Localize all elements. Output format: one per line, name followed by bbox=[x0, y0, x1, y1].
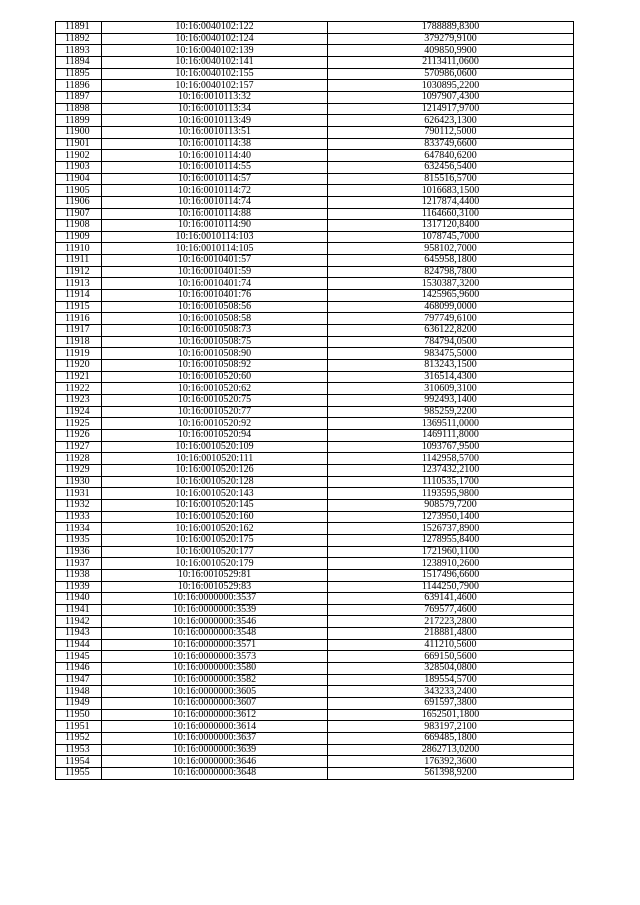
table-row bbox=[56, 325, 574, 337]
table-row bbox=[56, 231, 574, 243]
cadastral-number: 10:16:0000000:3637 bbox=[102, 733, 328, 745]
cadastral-number: 10:16:0010520:145 bbox=[102, 499, 328, 511]
row-number: 11954 bbox=[56, 756, 102, 768]
table-row bbox=[56, 161, 574, 173]
cadastral-value: 561398,9200 bbox=[328, 768, 574, 780]
cadastral-value: 636122,8200 bbox=[328, 325, 574, 337]
cadastral-number: 10:16:0010520:175 bbox=[102, 534, 328, 546]
table-row bbox=[56, 383, 574, 395]
table-row bbox=[56, 336, 574, 348]
cadastral-value: 310609,3100 bbox=[328, 383, 574, 395]
cadastral-number: 10:16:0000000:3607 bbox=[102, 698, 328, 710]
cadastral-value: 669150,5600 bbox=[328, 651, 574, 663]
row-number: 11948 bbox=[56, 686, 102, 698]
row-number: 11941 bbox=[56, 604, 102, 616]
table-row bbox=[56, 569, 574, 581]
cadastral-number: 10:16:0000000:3612 bbox=[102, 709, 328, 721]
table-row bbox=[56, 243, 574, 255]
row-number: 11955 bbox=[56, 768, 102, 780]
cadastral-value: 1721960,1100 bbox=[328, 546, 574, 558]
table-row bbox=[56, 371, 574, 383]
table-row bbox=[56, 126, 574, 138]
table-row bbox=[56, 616, 574, 628]
cadastral-number: 10:16:0010114:74 bbox=[102, 196, 328, 208]
table-row bbox=[56, 301, 574, 313]
table-row bbox=[56, 173, 574, 185]
cadastral-number: 10:16:0000000:3539 bbox=[102, 604, 328, 616]
row-number: 11911 bbox=[56, 255, 102, 267]
cadastral-value: 639141,4600 bbox=[328, 593, 574, 605]
cadastral-value: 176392,3600 bbox=[328, 756, 574, 768]
row-number: 11903 bbox=[56, 161, 102, 173]
cadastral-value: 1078745,7000 bbox=[328, 231, 574, 243]
table-row bbox=[56, 651, 574, 663]
cadastral-value: 790112,5000 bbox=[328, 126, 574, 138]
row-number: 11950 bbox=[56, 709, 102, 721]
cadastral-value: 1237432,2100 bbox=[328, 464, 574, 476]
row-number: 11902 bbox=[56, 150, 102, 162]
table-body bbox=[56, 22, 574, 780]
cadastral-value: 1193595,9800 bbox=[328, 488, 574, 500]
cadastral-value: 1317120,8400 bbox=[328, 220, 574, 232]
cadastral-value: 379279,9100 bbox=[328, 33, 574, 45]
row-number: 11923 bbox=[56, 395, 102, 407]
row-number: 11916 bbox=[56, 313, 102, 325]
cadastral-number: 10:16:0010529:81 bbox=[102, 569, 328, 581]
table-row bbox=[56, 91, 574, 103]
row-number: 11937 bbox=[56, 558, 102, 570]
cadastral-value: 1273950,1400 bbox=[328, 511, 574, 523]
cadastral-value: 669485,1800 bbox=[328, 733, 574, 745]
table-row bbox=[56, 360, 574, 372]
cadastral-number: 10:16:0010508:73 bbox=[102, 325, 328, 337]
table-row bbox=[56, 290, 574, 302]
cadastral-number: 10:16:0010114:57 bbox=[102, 173, 328, 185]
row-number: 11924 bbox=[56, 406, 102, 418]
table-row bbox=[56, 698, 574, 710]
cadastral-value: 983197,2100 bbox=[328, 721, 574, 733]
row-number: 11933 bbox=[56, 511, 102, 523]
cadastral-value: 632456,5400 bbox=[328, 161, 574, 173]
cadastral-number: 10:16:0000000:3646 bbox=[102, 756, 328, 768]
cadastral-number: 10:16:0010508:56 bbox=[102, 301, 328, 313]
cadastral-number: 10:16:0010401:74 bbox=[102, 278, 328, 290]
row-number: 11953 bbox=[56, 744, 102, 756]
cadastral-number: 10:16:0010113:32 bbox=[102, 91, 328, 103]
table-row bbox=[56, 441, 574, 453]
cadastral-number: 10:16:0000000:3648 bbox=[102, 768, 328, 780]
row-number: 11921 bbox=[56, 371, 102, 383]
table-row bbox=[56, 220, 574, 232]
cadastral-number: 10:16:0000000:3537 bbox=[102, 593, 328, 605]
cadastral-value: 1093767,9500 bbox=[328, 441, 574, 453]
table-row bbox=[56, 511, 574, 523]
table-row bbox=[56, 138, 574, 150]
cadastral-number: 10:16:0010520:179 bbox=[102, 558, 328, 570]
cadastral-value: 218881,4800 bbox=[328, 628, 574, 640]
cadastral-value: 1142958,5700 bbox=[328, 453, 574, 465]
table-row bbox=[56, 150, 574, 162]
row-number: 11942 bbox=[56, 616, 102, 628]
cadastral-value: 824798,7800 bbox=[328, 266, 574, 278]
cadastral-value: 1217874,4400 bbox=[328, 196, 574, 208]
cadastral-number: 10:16:0010520:92 bbox=[102, 418, 328, 430]
cadastral-value: 983475,5000 bbox=[328, 348, 574, 360]
row-number: 11894 bbox=[56, 56, 102, 68]
row-number: 11932 bbox=[56, 499, 102, 511]
table-row bbox=[56, 196, 574, 208]
table-row bbox=[56, 476, 574, 488]
table-row bbox=[56, 768, 574, 780]
cadastral-number: 10:16:0000000:3639 bbox=[102, 744, 328, 756]
row-number: 11922 bbox=[56, 383, 102, 395]
cadastral-value: 1530387,3200 bbox=[328, 278, 574, 290]
cadastral-number: 10:16:0010520:177 bbox=[102, 546, 328, 558]
row-number: 11905 bbox=[56, 185, 102, 197]
row-number: 11934 bbox=[56, 523, 102, 535]
cadastral-number: 10:16:0010508:58 bbox=[102, 313, 328, 325]
cadastral-number: 10:16:0010401:76 bbox=[102, 290, 328, 302]
table-row bbox=[56, 313, 574, 325]
row-number: 11920 bbox=[56, 360, 102, 372]
cadastral-number: 10:16:0040102:141 bbox=[102, 56, 328, 68]
table-row bbox=[56, 499, 574, 511]
table-row bbox=[56, 266, 574, 278]
cadastral-number: 10:16:0010114:90 bbox=[102, 220, 328, 232]
table-row bbox=[56, 639, 574, 651]
cadastral-number: 10:16:0000000:3605 bbox=[102, 686, 328, 698]
cadastral-value: 2113411,0600 bbox=[328, 56, 574, 68]
row-number: 11906 bbox=[56, 196, 102, 208]
row-number: 11952 bbox=[56, 733, 102, 745]
cadastral-value: 468099,0000 bbox=[328, 301, 574, 313]
cadastral-value: 1030895,2200 bbox=[328, 80, 574, 92]
row-number: 11895 bbox=[56, 68, 102, 80]
row-number: 11943 bbox=[56, 628, 102, 640]
row-number: 11925 bbox=[56, 418, 102, 430]
table-row bbox=[56, 33, 574, 45]
cadastral-value: 1110535,1700 bbox=[328, 476, 574, 488]
row-number: 11897 bbox=[56, 91, 102, 103]
table-row bbox=[56, 581, 574, 593]
cadastral-number: 10:16:0040102:122 bbox=[102, 22, 328, 34]
row-number: 11910 bbox=[56, 243, 102, 255]
table-row bbox=[56, 22, 574, 34]
row-number: 11930 bbox=[56, 476, 102, 488]
cadastral-number: 10:16:0010114:103 bbox=[102, 231, 328, 243]
cadastral-value: 1214917,9700 bbox=[328, 103, 574, 115]
cadastral-number: 10:16:0000000:3571 bbox=[102, 639, 328, 651]
table-row bbox=[56, 523, 574, 535]
table-row bbox=[56, 45, 574, 57]
table-row bbox=[56, 604, 574, 616]
row-number: 11908 bbox=[56, 220, 102, 232]
row-number: 11936 bbox=[56, 546, 102, 558]
cadastral-value: 343233,2400 bbox=[328, 686, 574, 698]
cadastral-number: 10:16:0010520:75 bbox=[102, 395, 328, 407]
row-number: 11931 bbox=[56, 488, 102, 500]
cadastral-value: 1369511,0000 bbox=[328, 418, 574, 430]
cadastral-number: 10:16:0010114:88 bbox=[102, 208, 328, 220]
row-number: 11951 bbox=[56, 721, 102, 733]
cadastral-value: 1016683,1500 bbox=[328, 185, 574, 197]
cadastral-number: 10:16:0010520:126 bbox=[102, 464, 328, 476]
table-row bbox=[56, 278, 574, 290]
row-number: 11918 bbox=[56, 336, 102, 348]
row-number: 11901 bbox=[56, 138, 102, 150]
row-number: 11929 bbox=[56, 464, 102, 476]
row-number: 11939 bbox=[56, 581, 102, 593]
row-number: 11938 bbox=[56, 569, 102, 581]
cadastral-value: 813243,1500 bbox=[328, 360, 574, 372]
cadastral-value: 645958,1800 bbox=[328, 255, 574, 267]
cadastral-value: 626423,1300 bbox=[328, 115, 574, 127]
cadastral-number: 10:16:0000000:3548 bbox=[102, 628, 328, 640]
cadastral-number: 10:16:0010529:83 bbox=[102, 581, 328, 593]
cadastral-number: 10:16:0010401:57 bbox=[102, 255, 328, 267]
cadastral-value: 647840,6200 bbox=[328, 150, 574, 162]
cadastral-value: 1238910,2600 bbox=[328, 558, 574, 570]
cadastral-number: 10:16:0010114:40 bbox=[102, 150, 328, 162]
row-number: 11899 bbox=[56, 115, 102, 127]
cadastral-value: 797749,6100 bbox=[328, 313, 574, 325]
table-row bbox=[56, 185, 574, 197]
cadastral-value: 691597,3800 bbox=[328, 698, 574, 710]
table-row bbox=[56, 756, 574, 768]
cadastral-value: 769577,4600 bbox=[328, 604, 574, 616]
row-number: 11917 bbox=[56, 325, 102, 337]
table-row bbox=[56, 115, 574, 127]
row-number: 11947 bbox=[56, 674, 102, 686]
table-row bbox=[56, 546, 574, 558]
cadastral-value: 1788889,8300 bbox=[328, 22, 574, 34]
row-number: 11949 bbox=[56, 698, 102, 710]
row-number: 11900 bbox=[56, 126, 102, 138]
cadastral-number: 10:16:0010508:75 bbox=[102, 336, 328, 348]
table-row bbox=[56, 418, 574, 430]
cadastral-number: 10:16:0010113:49 bbox=[102, 115, 328, 127]
cadastral-number: 10:16:0010520:77 bbox=[102, 406, 328, 418]
cadastral-number: 10:16:0010520:60 bbox=[102, 371, 328, 383]
table-row bbox=[56, 464, 574, 476]
cadastral-value-table bbox=[55, 21, 574, 780]
cadastral-number: 10:16:0000000:3582 bbox=[102, 674, 328, 686]
cadastral-number: 10:16:0040102:157 bbox=[102, 80, 328, 92]
cadastral-value: 833749,6600 bbox=[328, 138, 574, 150]
row-number: 11904 bbox=[56, 173, 102, 185]
cadastral-value: 1517496,6600 bbox=[328, 569, 574, 581]
row-number: 11935 bbox=[56, 534, 102, 546]
table-row bbox=[56, 534, 574, 546]
table-row bbox=[56, 709, 574, 721]
row-number: 11896 bbox=[56, 80, 102, 92]
row-number: 11940 bbox=[56, 593, 102, 605]
table-row bbox=[56, 686, 574, 698]
row-number: 11893 bbox=[56, 45, 102, 57]
table-row bbox=[56, 593, 574, 605]
table-row bbox=[56, 406, 574, 418]
cadastral-number: 10:16:0010520:111 bbox=[102, 453, 328, 465]
row-number: 11913 bbox=[56, 278, 102, 290]
row-number: 11892 bbox=[56, 33, 102, 45]
cadastral-number: 10:16:0010401:59 bbox=[102, 266, 328, 278]
cadastral-value: 189554,5700 bbox=[328, 674, 574, 686]
row-number: 11915 bbox=[56, 301, 102, 313]
cadastral-value: 784794,0500 bbox=[328, 336, 574, 348]
cadastral-number: 10:16:0040102:124 bbox=[102, 33, 328, 45]
cadastral-value: 316514,4300 bbox=[328, 371, 574, 383]
cadastral-value: 1164660,3100 bbox=[328, 208, 574, 220]
cadastral-number: 10:16:0000000:3614 bbox=[102, 721, 328, 733]
cadastral-number: 10:16:0010520:62 bbox=[102, 383, 328, 395]
cadastral-number: 10:16:0010520:143 bbox=[102, 488, 328, 500]
table-row bbox=[56, 348, 574, 360]
row-number: 11909 bbox=[56, 231, 102, 243]
cadastral-number: 10:16:0000000:3573 bbox=[102, 651, 328, 663]
cadastral-number: 10:16:0010113:34 bbox=[102, 103, 328, 115]
cadastral-number: 10:16:0010114:38 bbox=[102, 138, 328, 150]
table-row bbox=[56, 56, 574, 68]
cadastral-value: 570986,0600 bbox=[328, 68, 574, 80]
cadastral-number: 10:16:0010520:94 bbox=[102, 429, 328, 441]
cadastral-value: 1097907,4300 bbox=[328, 91, 574, 103]
cadastral-number: 10:16:0010520:128 bbox=[102, 476, 328, 488]
cadastral-number: 10:16:0010114:72 bbox=[102, 185, 328, 197]
table-row bbox=[56, 674, 574, 686]
cadastral-value: 815516,5700 bbox=[328, 173, 574, 185]
cadastral-number: 10:16:0010520:162 bbox=[102, 523, 328, 535]
table-row bbox=[56, 68, 574, 80]
row-number: 11891 bbox=[56, 22, 102, 34]
table-row bbox=[56, 395, 574, 407]
cadastral-value: 1278955,8400 bbox=[328, 534, 574, 546]
cadastral-number: 10:16:0010520:109 bbox=[102, 441, 328, 453]
row-number: 11927 bbox=[56, 441, 102, 453]
row-number: 11907 bbox=[56, 208, 102, 220]
cadastral-number: 10:16:0010520:160 bbox=[102, 511, 328, 523]
cadastral-value: 992493,1400 bbox=[328, 395, 574, 407]
cadastral-number: 10:16:0010508:92 bbox=[102, 360, 328, 372]
table-row bbox=[56, 488, 574, 500]
cadastral-value: 1526737,8900 bbox=[328, 523, 574, 535]
cadastral-value: 1425965,9600 bbox=[328, 290, 574, 302]
cadastral-value: 1144250,7900 bbox=[328, 581, 574, 593]
cadastral-value: 985259,2200 bbox=[328, 406, 574, 418]
cadastral-value: 958102,7000 bbox=[328, 243, 574, 255]
row-number: 11926 bbox=[56, 429, 102, 441]
table-row bbox=[56, 744, 574, 756]
table-row bbox=[56, 453, 574, 465]
table-row bbox=[56, 103, 574, 115]
cadastral-value: 217223,2800 bbox=[328, 616, 574, 628]
row-number: 11946 bbox=[56, 663, 102, 675]
table-row bbox=[56, 721, 574, 733]
cadastral-value: 1469111,8000 bbox=[328, 429, 574, 441]
cadastral-number: 10:16:0000000:3546 bbox=[102, 616, 328, 628]
cadastral-number: 10:16:0040102:139 bbox=[102, 45, 328, 57]
row-number: 11928 bbox=[56, 453, 102, 465]
cadastral-value: 1652501,1800 bbox=[328, 709, 574, 721]
cadastral-number: 10:16:0010113:51 bbox=[102, 126, 328, 138]
cadastral-value: 411210,5600 bbox=[328, 639, 574, 651]
table-row bbox=[56, 80, 574, 92]
row-number: 11914 bbox=[56, 290, 102, 302]
cadastral-value: 908579,7200 bbox=[328, 499, 574, 511]
table-row bbox=[56, 255, 574, 267]
table-row bbox=[56, 208, 574, 220]
cadastral-number: 10:16:0010508:90 bbox=[102, 348, 328, 360]
row-number: 11898 bbox=[56, 103, 102, 115]
row-number: 11944 bbox=[56, 639, 102, 651]
table-row bbox=[56, 628, 574, 640]
row-number: 11945 bbox=[56, 651, 102, 663]
cadastral-number: 10:16:0000000:3580 bbox=[102, 663, 328, 675]
cadastral-number: 10:16:0010114:105 bbox=[102, 243, 328, 255]
cadastral-number: 10:16:0040102:155 bbox=[102, 68, 328, 80]
cadastral-value: 2862713,0200 bbox=[328, 744, 574, 756]
cadastral-value: 409850,9900 bbox=[328, 45, 574, 57]
table-row bbox=[56, 558, 574, 570]
row-number: 11919 bbox=[56, 348, 102, 360]
table-row bbox=[56, 663, 574, 675]
table-row bbox=[56, 733, 574, 745]
row-number: 11912 bbox=[56, 266, 102, 278]
cadastral-number: 10:16:0010114:55 bbox=[102, 161, 328, 173]
cadastral-value: 328504,0800 bbox=[328, 663, 574, 675]
table-row bbox=[56, 429, 574, 441]
